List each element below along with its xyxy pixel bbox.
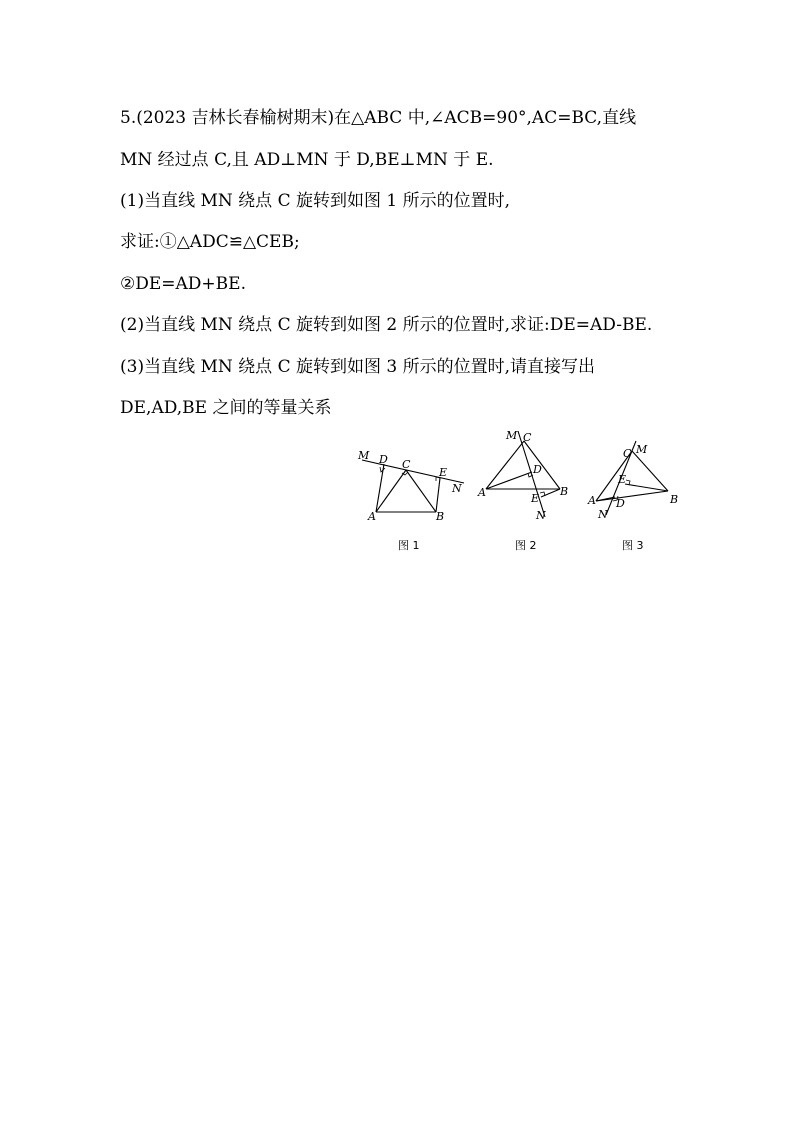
figure-1-caption: 图 1 [398,539,420,552]
problem-line-7: (3)当直线 MN 绕点 C 旋转到如图 3 所示的位置时,请直接写出 [120,357,596,377]
point-label-m: M [636,443,648,456]
segment-ac [376,470,406,512]
segment-bc [524,441,560,489]
problem-line-4: 求证:①△ADC≌△CEB; [120,232,300,252]
segment-bc [632,451,668,491]
figure-2 [478,425,578,525]
figure-3-caption: 图 3 [622,539,644,552]
segment-bc [406,470,436,512]
point-label-d: D [379,453,388,466]
figure-2-caption: 图 2 [515,539,537,552]
point-label-e: E [439,466,448,479]
point-label-d: D [616,497,625,510]
problem-line-6: (2)当直线 MN 绕点 C 旋转到如图 2 所示的位置时,求证:DE=AD-BE. [120,315,653,335]
point-label-e: E [531,492,540,505]
problem-line-5: ②DE=AD+BE. [120,274,246,294]
point-label-c: C [623,447,632,460]
point-label-n: N [452,482,462,495]
point-label-b: B [560,485,569,498]
point-label-c: C [523,431,532,444]
segment-be [625,484,668,491]
point-label-d: D [533,463,542,476]
figures-area [350,425,690,565]
segment-be [436,478,440,512]
figure-3 [588,425,688,525]
point-label-c: C [402,458,411,471]
point-label-a: A [368,510,376,523]
point-label-m: M [358,449,370,462]
point-label-n: N [598,508,608,521]
point-label-a: A [588,494,596,507]
point-label-a: A [478,486,486,499]
segment-ad [376,464,384,512]
point-label-b: B [670,493,679,506]
point-label-b: B [436,510,445,523]
figure-1 [358,425,470,525]
point-label-e: E [618,473,627,486]
problem-line-1: 5.(2023 吉林长春榆树期末)在△ABC 中,∠ACB=90°,AC=BC,直线 [120,108,637,128]
problem-line-8: DE,AD,BE 之间的等量关系 [120,398,332,418]
point-label-m: M [506,429,518,442]
point-label-n: N [536,509,546,522]
problem-line-2: MN 经过点 C,且 AD⊥MN 于 D,BE⊥MN 于 E. [120,150,494,170]
segment-ab [596,491,668,501]
problem-line-3: (1)当直线 MN 绕点 C 旋转到如图 1 所示的位置时, [120,191,511,211]
